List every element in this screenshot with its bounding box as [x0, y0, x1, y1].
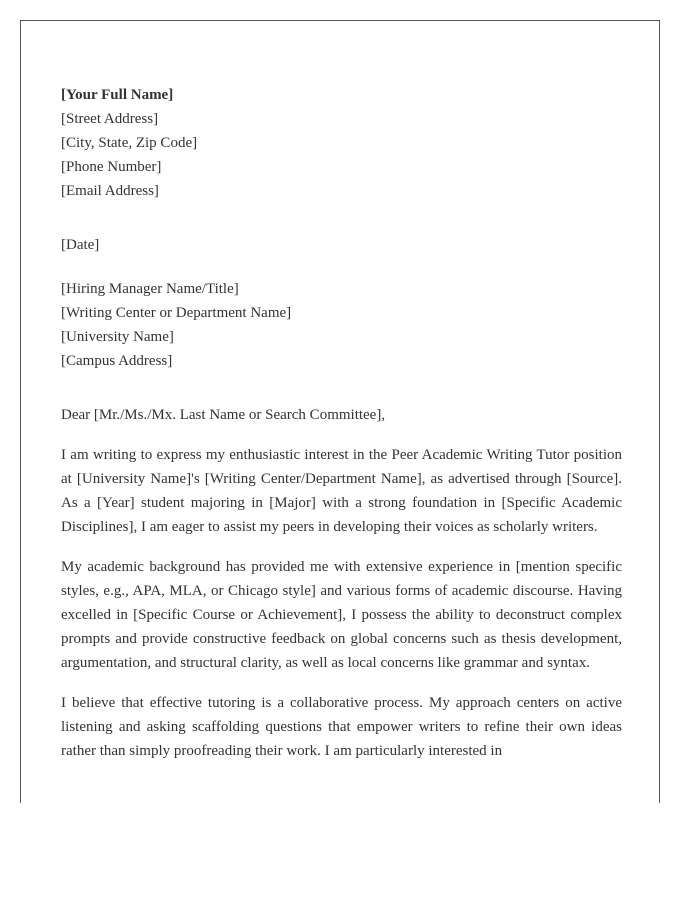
salutation: Dear [Mr./Ms./Mx. Last Name or Search Committee],	[61, 407, 386, 423]
letter-date: [Date]	[61, 237, 100, 253]
sender-street: [Street Address]	[61, 111, 159, 127]
letter-content	[61, 83, 622, 779]
date-block	[61, 233, 622, 257]
recipient-manager: [Hiring Manager Name/Title]	[61, 281, 239, 297]
sender-phone: [Phone Number]	[61, 159, 162, 175]
recipient-department: [Writing Center or Department Name]	[61, 305, 292, 321]
sender-email: [Email Address]	[61, 183, 159, 199]
body-paragraph-1: I am writing to express my enthusiastic interest in the Peer Academic Writing Tutor position at [University Name]'s [Writing Center/Department Name], as advertised through [Source]. As a [Year] student majoring in [Major] with a strong foundation in [Specific Academic Disciplines], I am eager to assist my peers in developing their voices as scholarly writers.	[61, 447, 622, 535]
recipient-block	[61, 277, 622, 373]
body-paragraph-3: I believe that effective tutoring is a collaborative process. My approach centers on active listening and asking scaffolding questions that empower writers to refine their own ideas rather than simply proofreading their work. I am particularly interested in	[61, 695, 622, 759]
sender-block	[61, 83, 622, 203]
sender-city: [City, State, Zip Code]	[61, 135, 198, 151]
body-paragraph-2: My academic background has provided me with extensive experience in [mention specific styles, e.g., APA, MLA, or Chicago style] and various forms of academic discourse. Having excelled in [Specific Course or Achievement], I possess the ability to deconstruct complex prompts and provide constructive feedback on global concerns such as thesis development, argumentation, and structural clarity, as well as local concerns like grammar and syntax.	[61, 559, 622, 671]
sender-name: [Your Full Name]	[61, 87, 174, 103]
letter-page	[20, 20, 660, 803]
recipient-address: [Campus Address]	[61, 353, 173, 369]
recipient-university: [University Name]	[61, 329, 174, 345]
